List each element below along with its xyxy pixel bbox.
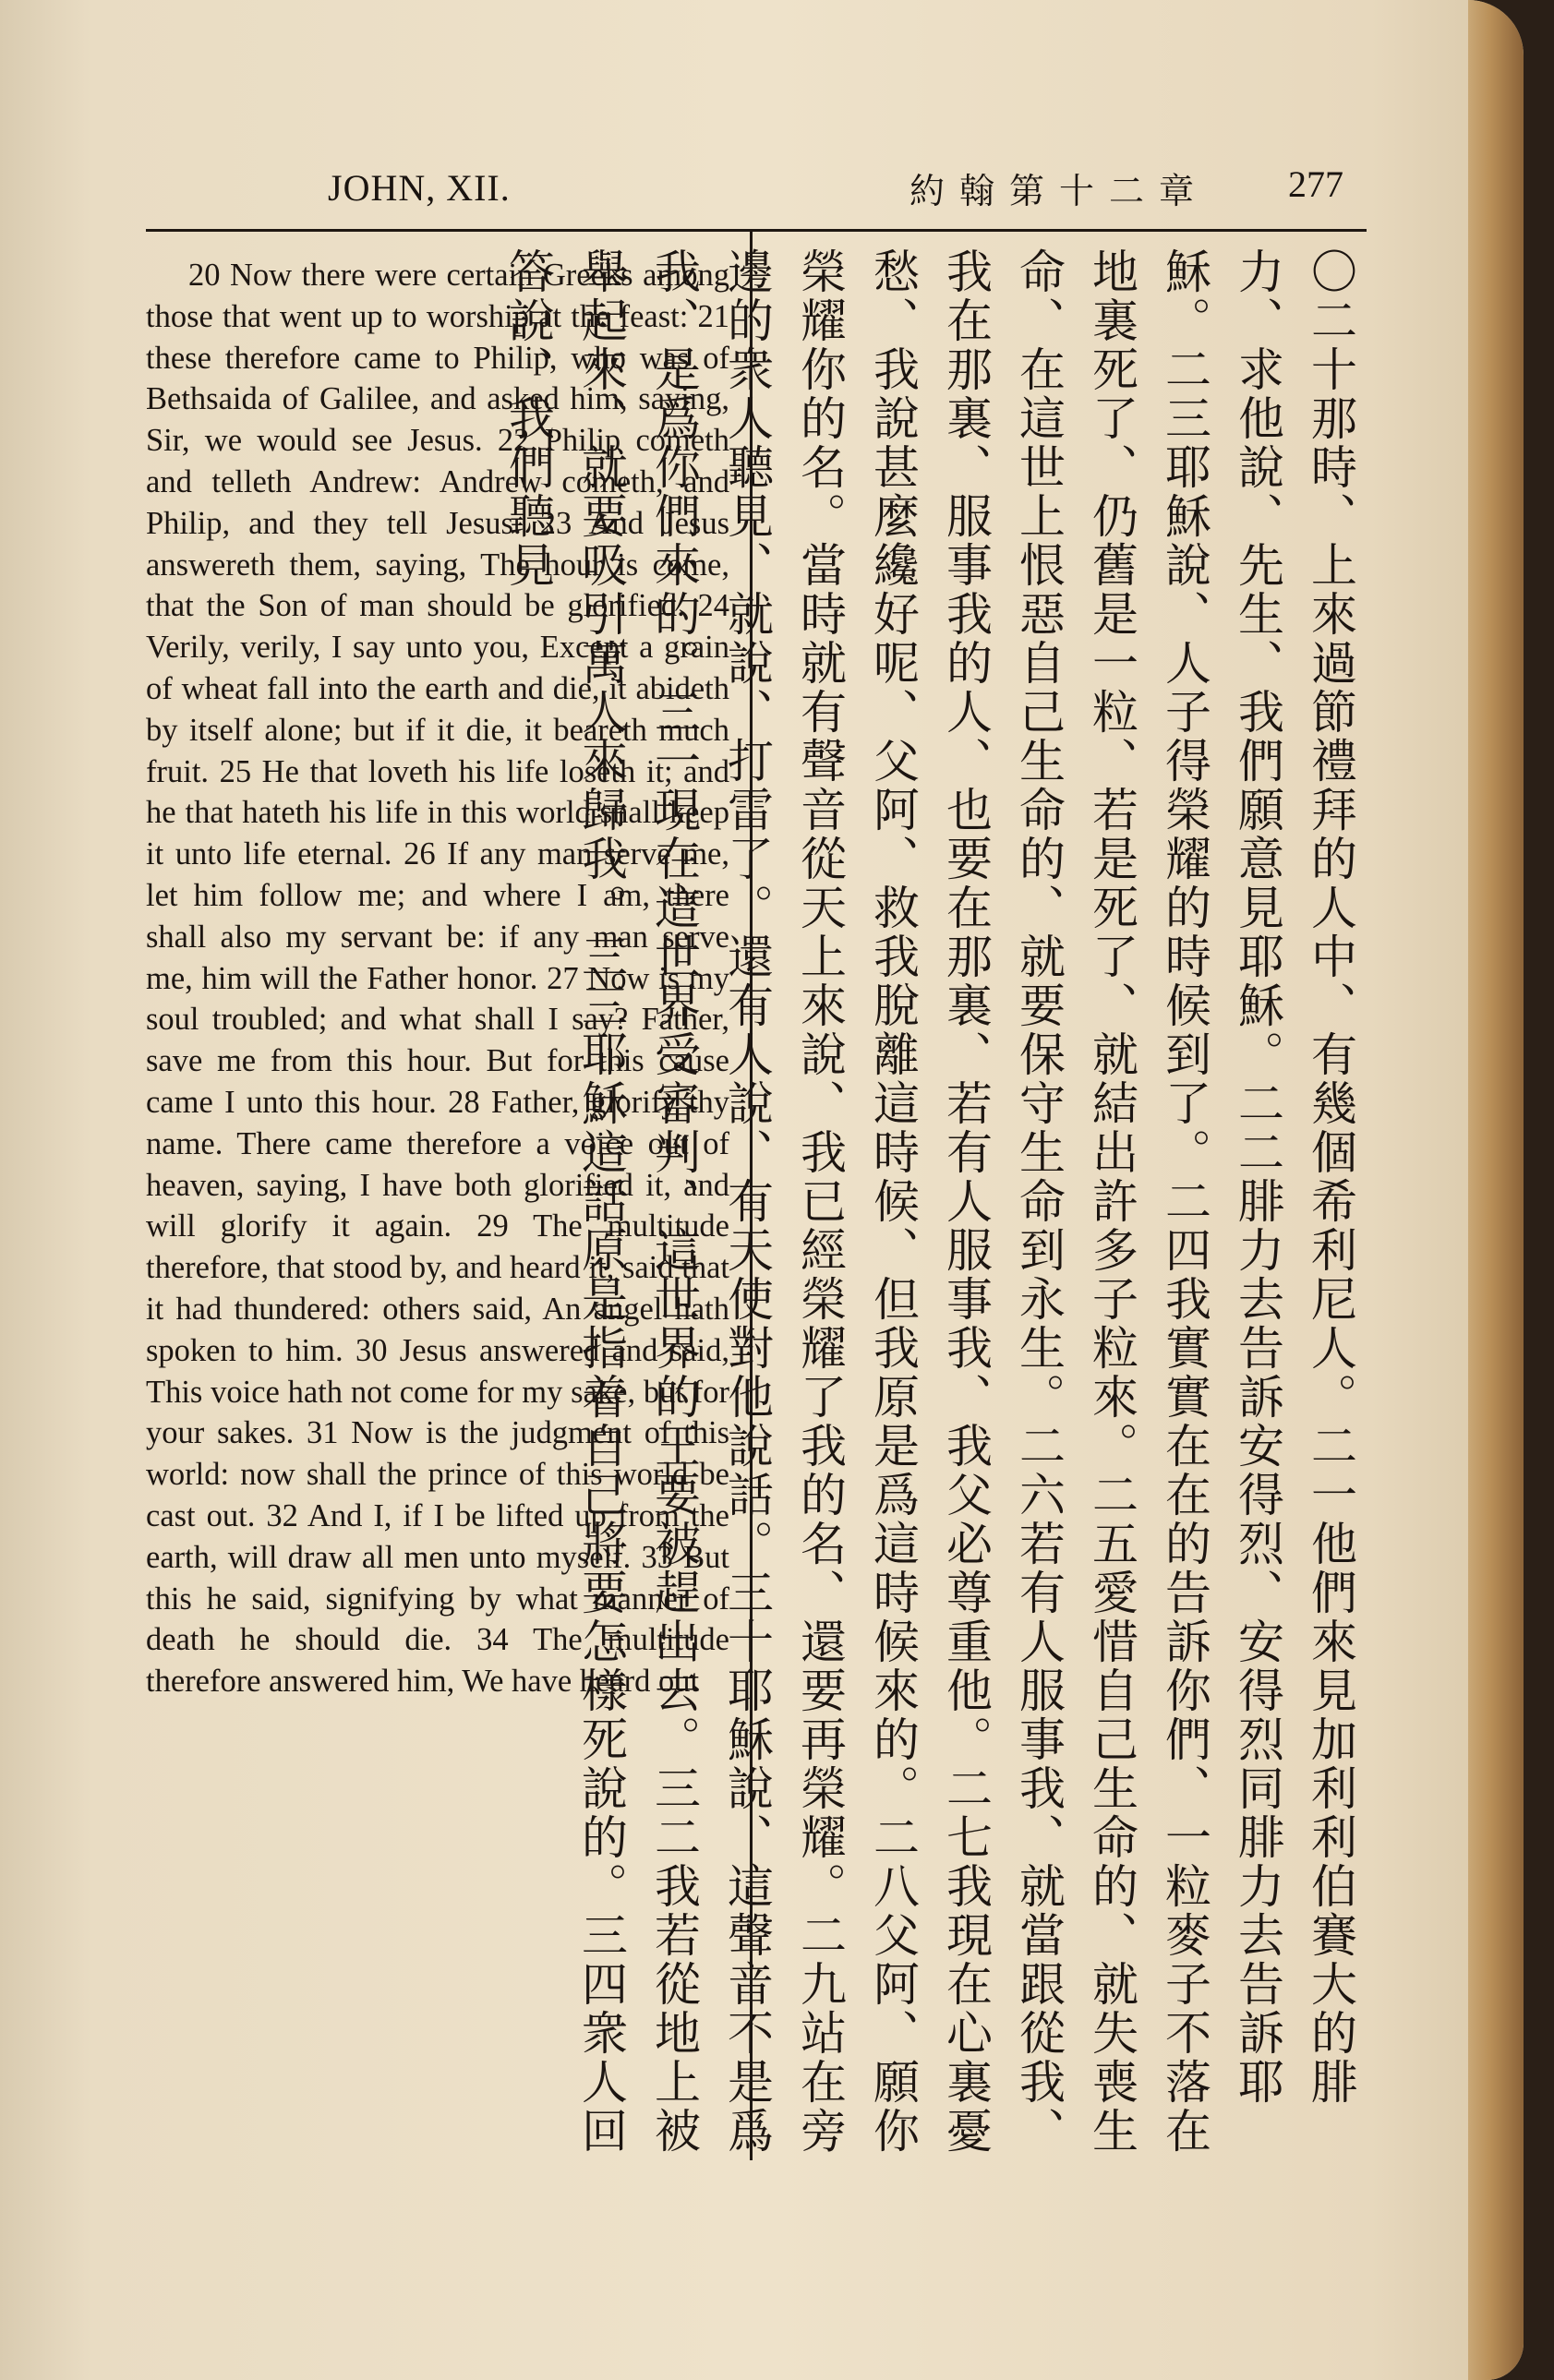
chinese-passage: 〇二十那時、上來過節禮拜的人中、有幾個希利尼人。二一他們來見加利利伯賽大的腓力、求他說、先生、我們願意見耶穌。二二腓力去告訴安得烈、安得烈同腓力去告訴耶穌。二三耶穌說、人子得榮耀的時候到了。二四我實實在在的告訴你們、一粒麥子不落在地裏死了、仍舊是一粒、若是死了、就結出許多子粒來。二五愛惜自己生命的、就失喪生命、在這世上恨惡自己生命的、就要保守生命到永生。二六若有人服事我、就當跟從我、我在那裏、服事我的人、也要在那裏、若有人服事我、我父必尊重他。二七我現在心裏憂愁、我說甚麼纔好呢、父阿、救我脫離這時候、但我原是爲這時候來的。二八父阿、願你榮耀你的名。當時就有聲音從天上來說、我已經榮耀了我的名、還要再榮耀。二九站在旁邊的衆人聽見、就說、打雷了。還有人說、有天使對他說話。三十耶穌說、這聲音不是爲我、是爲你們來的。三一現在這世界受審判、這世界的王要被趕出去。三二我若從地上被舉起來、就要吸引萬人來歸我。三三耶穌這話原是指着自己將要怎樣死說的。三四衆人回答說、我們聽見 [501, 247, 1357, 2156]
page-edge [1468, 0, 1524, 2380]
header-rule [146, 229, 1367, 232]
english-passage: 20 Now there were certain Greeks among those that went up to worship at the feast: 21 these therefore came to Philip, who was of Bethsaida of Galilee, and asked him, saying, Sir, we would see Jesus. 22 Philip cometh and telleth Andrew: Andrew cometh, and Philip, and they tell Jesus. 23 And Jesus answereth them, saying, The hour is come, that the Son of man should be glorified. 24 Verily, verily, I say unto you, Except a grain of wheat fall into the earth and die, it abideth by itself alone; but if it die, it beareth much fruit. 25 He that loveth his life loseth it; and he that hateth his life in this world shall keep it unto life eternal. 26 If any man serve me, let him follow me; and where I am, there shall also my servant be: if any man serve me, him will the Father honor. 27 Now is my soul troubled; and what shall I say? Father, save me from this hour. But for this cause came I unto this hour. 28 Father, glorify thy name. There came therefore a voice out of heaven, saying, I have both glorified it, and will glorify it again. 29 The multitude therefore, that stood by, and heard it, said that it had thundered: others said, An angel hath spoken to him. 30 Jesus answered and said, This voice hath not come for my sake, but for your sakes. 31 Now is the judgment of this world: now shall the prince of this world be cast out. 32 And I, if I be lifted up from the earth, will draw all men unto myself. 33 But this he said, signifying by what manner of death he should die. 34 The multitude therefore answered him, We have heard out [146, 258, 729, 1700]
running-head-chinese: 約翰第十二章 [910, 171, 1210, 211]
chinese-column [501, 247, 1367, 2168]
running-head-english: JOHN, XII. [328, 167, 511, 209]
page-number: 277 [1288, 163, 1343, 205]
